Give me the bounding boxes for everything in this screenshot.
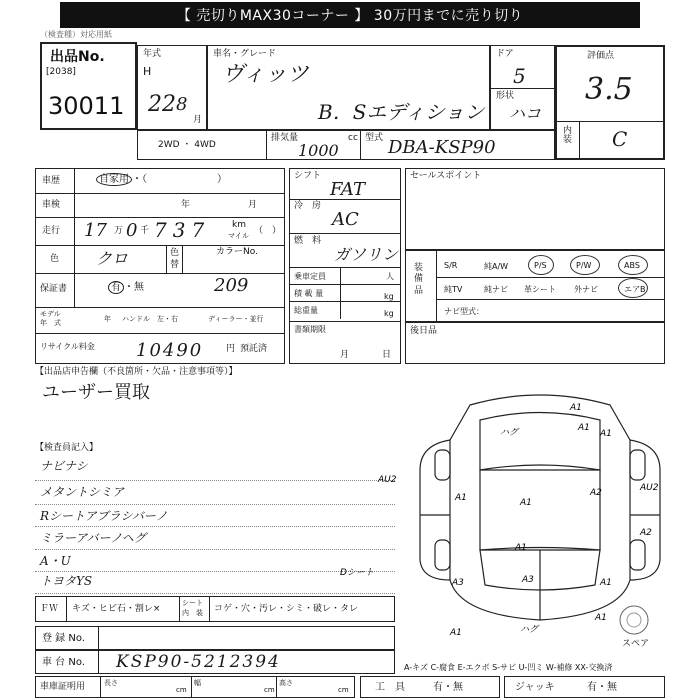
diagram-mark-1: ハグ — [500, 428, 519, 438]
mileage-man-unit: 万 — [114, 226, 124, 236]
cc-label: 排気量 — [271, 133, 299, 143]
year-box — [137, 45, 207, 130]
history-value: 自家用 — [96, 173, 132, 186]
color-value: クロ — [96, 249, 129, 268]
history-label: 車歴 — [42, 176, 61, 186]
diagram-mark-9: A3 — [452, 578, 464, 588]
car-diagram — [340, 380, 680, 638]
spec-table — [289, 168, 401, 364]
diagram-mark-3: A1 — [600, 429, 612, 439]
lot-number: 30011 — [48, 92, 125, 120]
chassis-row — [35, 650, 395, 674]
cert-row — [35, 676, 355, 698]
diagram-mark-15: Dシート — [340, 568, 374, 578]
inspection-month: 月 — [248, 200, 258, 210]
mileage-unit-km: km — [232, 220, 246, 230]
fw-label: ＦＷ — [40, 604, 59, 614]
mileage-thousand-unit: 千 — [140, 226, 150, 236]
inspector-line-5: トヨタYS — [40, 574, 93, 588]
cert-label: 車庫証明用 — [40, 682, 86, 692]
mileage-rest: 737 — [154, 218, 211, 242]
jack-value: 有・無 — [587, 682, 617, 693]
model-year-year: 年 — [104, 315, 111, 323]
sales-point-label: セールスポイント — [410, 171, 482, 181]
diagram-mark-6: A1 — [455, 493, 467, 503]
jack-box — [504, 676, 665, 698]
doc-deadline-day: 日 — [382, 350, 392, 360]
fuel-label: 燃 料 — [294, 236, 322, 246]
doors-box — [490, 45, 555, 130]
tools-box — [360, 676, 500, 698]
recycle-status: 預託済 — [240, 344, 268, 354]
equip-airbag: エアB — [624, 285, 646, 294]
cert-height: 高さ — [279, 679, 293, 687]
type-label: 型式 — [365, 133, 384, 143]
capacity-label-1: 積 載 量 — [294, 289, 324, 298]
inspector-line-4: A・U — [40, 554, 71, 568]
year-value: 22 — [148, 92, 176, 117]
equipment-box — [405, 250, 665, 322]
diagram-mark-14: A1 — [595, 613, 607, 623]
post-note-label: 後日品 — [410, 326, 438, 336]
shape-label: 形状 — [496, 91, 515, 101]
lot-label: 出品No. — [50, 49, 105, 65]
cc-unit: cc — [348, 133, 358, 143]
year-era: H — [143, 65, 152, 78]
warranty-yes: 有 — [108, 281, 124, 294]
cert-unit-h: cm — [338, 686, 349, 694]
mileage-label: 走行 — [42, 226, 61, 236]
inspector-line-2: Rシートアブラシバーノ — [40, 509, 168, 523]
equip-pw: P/W — [576, 261, 592, 270]
color-code-label: カラーNo. — [216, 247, 258, 257]
year-month-unit: 月 — [193, 115, 203, 125]
diagram-mark-0: A1 — [570, 403, 582, 413]
banner: 【 売切りMAX30コーナー 】 30万円までに売り切り — [60, 2, 640, 28]
equip-ext-navi: 外ナビ — [574, 285, 598, 294]
fw-seat-label1: シート — [182, 599, 203, 607]
doc-deadline-label: 書類期限 — [294, 325, 326, 334]
inspector-line-3: ミラーアバーノヘグ — [40, 531, 146, 545]
cc-value: 1000 — [298, 141, 339, 160]
tools-label: 工 具 — [375, 682, 405, 693]
inspector-line-0: ナビナシ — [40, 459, 88, 473]
warranty-no: ・無 — [124, 282, 144, 293]
equip-navi-type: ナビ型式： — [444, 307, 484, 316]
declaration-label: 【出品店申告欄（不良箇所・欠品・注意事項等）】 — [35, 367, 238, 377]
warranty-label: 保証書 — [40, 284, 68, 294]
model-box — [207, 45, 490, 130]
color-label: 色 — [50, 254, 60, 264]
fuel-value: ガソリン — [334, 245, 399, 264]
spare-tire-icon — [618, 604, 650, 636]
inspector-line-1: メタントシミア — [40, 485, 125, 499]
jack-label: ジャッキ — [515, 682, 555, 693]
top-note: （検査種）対応用紙 — [40, 30, 112, 39]
equip-abs: ABS — [624, 261, 640, 270]
sales-point-box — [405, 168, 665, 250]
model-year-label1: モデル — [40, 310, 61, 318]
model-label: 車名・グレード — [213, 49, 277, 59]
score-box — [555, 45, 665, 160]
ac-label: 冷 房 — [294, 201, 322, 211]
diagram-mark-11: A3 — [522, 575, 534, 585]
model-year-label2: 年 式 — [40, 319, 61, 327]
drive-row — [137, 130, 555, 160]
lot-code: [2038] — [46, 67, 76, 77]
ac-value: AC — [332, 209, 359, 230]
drive-label: 2WD ・ 4WD — [158, 140, 216, 150]
score-label: 評価点 — [587, 51, 615, 61]
cert-length: 長さ — [104, 679, 118, 687]
doors-label: ドア — [496, 49, 514, 59]
shift-label: シフト — [294, 171, 322, 181]
recycle-label: リサイクル料金 — [40, 342, 95, 351]
fw-seat-label2: 内 装 — [182, 609, 203, 617]
equipment-label: 装備品 — [414, 263, 424, 296]
diagram-mark-7: A2 — [590, 488, 602, 498]
capacity-unit-0: 人 — [386, 272, 394, 281]
color-code: 209 — [214, 275, 249, 296]
model-year-dealer: ディーラー・並行 — [208, 315, 264, 323]
equip-navi: 純ナビ — [484, 285, 508, 294]
color-change-label2: 替 — [170, 260, 180, 270]
equip-sr: S/R — [444, 261, 458, 270]
diagram-mark-10: A1 — [600, 578, 612, 588]
shape-value: ハコ — [509, 104, 542, 123]
fw-seat-items: コゲ・穴・汚レ・シミ・破レ・タレ — [214, 604, 359, 614]
doc-deadline-month: 月 — [340, 350, 350, 360]
fw-items: キズ・ヒビ石・割レ× — [72, 604, 161, 614]
inspection-label: 車検 — [42, 200, 61, 210]
cert-unit-l: cm — [176, 686, 187, 694]
reg-label: 登 録 No. — [42, 633, 85, 644]
score-value: 3.5 — [585, 72, 633, 107]
diagram-mark-13: ハグ — [520, 625, 539, 635]
model-year-handle: ハンドル 左・右 — [122, 315, 178, 323]
history-table: 車歴 自家用 ・（ ） 車検 年 月 走行 17 万 0 千 737 km マイル （ ） 色 クロ 色 替 カラーNo. 209 保証書 有 ・無 モデル 年 式 年 ハンドル 左・右 ディーラー・並行 リサイクル料金 10490 円 預託済 — [35, 168, 285, 364]
capacity-label-0: 乗車定員 — [294, 272, 326, 281]
capacity-label-2: 総重量 — [294, 306, 318, 315]
history-extra: ・（ ） — [132, 174, 227, 185]
post-note-box — [405, 322, 665, 364]
year-month: 8 — [176, 94, 188, 115]
interior-value: C — [612, 127, 628, 151]
doors-value: 5 — [513, 64, 526, 88]
declaration-value: ユーザー買取 — [42, 382, 150, 403]
recycle-unit: 円 — [226, 344, 236, 354]
year-label: 年式 — [143, 49, 162, 59]
fw-row — [35, 596, 395, 622]
cert-unit-w: cm — [264, 686, 275, 694]
shift-value: FAT — [330, 179, 365, 200]
diagram-mark-16: A1 — [515, 543, 527, 553]
equip-aw: 純A/W — [484, 262, 509, 271]
mileage-man: 17 — [84, 220, 107, 241]
model-name: ヴィッツ — [222, 62, 309, 87]
capacity-unit-2: kg — [384, 309, 394, 318]
diagram-mark-5: AU2 — [640, 483, 659, 493]
diagram-mark-2: A1 — [578, 423, 590, 433]
type-value: DBA-KSP90 — [388, 137, 496, 158]
diagram-mark-12: A1 — [450, 628, 462, 638]
interior-label: 内装 — [563, 126, 573, 145]
equip-ps: P/S — [534, 261, 547, 270]
reg-row — [35, 626, 395, 650]
damage-legend: A-キズ C-腐食 E-エクボ S-サビ U-凹ミ W-補修 XX-交換済 — [404, 663, 613, 672]
model-grade: B．Sエディション — [318, 100, 485, 124]
spare-label: スペア — [622, 639, 650, 649]
diagram-mark-4: AU2 — [378, 475, 397, 485]
chassis-value: KSP90-5212394 — [116, 652, 281, 672]
equip-tv: 純TV — [444, 285, 463, 294]
mileage-thousand: 0 — [126, 220, 138, 241]
inspector-label: 【検査員記入】 — [35, 443, 99, 453]
color-change-label1: 色 — [170, 248, 180, 258]
mileage-unit-mile: マイル — [228, 232, 249, 240]
diagram-mark-17: A2 — [640, 528, 652, 538]
lot-box — [40, 42, 137, 130]
chassis-label: 車 台 No. — [42, 657, 85, 668]
equip-leather: 革シート — [524, 285, 556, 294]
tools-value: 有・無 — [433, 682, 463, 693]
inspection-year: 年 — [181, 200, 191, 210]
diagram-mark-8: A1 — [520, 498, 532, 508]
recycle-value: 10490 — [136, 340, 204, 361]
cert-width: 幅 — [194, 679, 201, 687]
capacity-unit-1: kg — [384, 292, 394, 301]
